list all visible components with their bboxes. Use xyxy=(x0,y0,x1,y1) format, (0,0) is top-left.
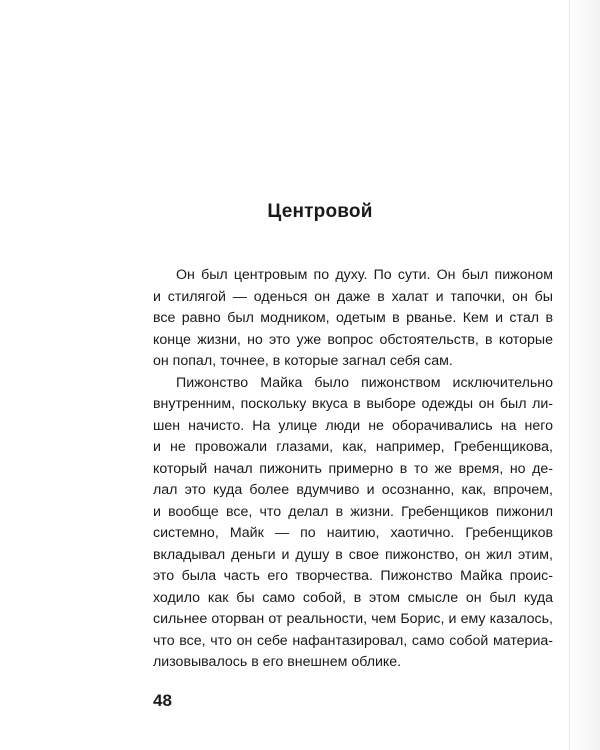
paragraph-2 xyxy=(153,373,553,674)
text-line: который начал пижонить примерно в то же время, но де- xyxy=(153,460,553,477)
text-line: вкладывал деньги и душу в свое пижонство, он жил этим, xyxy=(153,546,553,563)
paragraph-1 xyxy=(153,265,553,373)
text-line: внутренним, поскольку вкуса в выборе одежды он был ли- xyxy=(153,396,553,412)
text-line: что все, что он себе нафантазировал, само собой материа- xyxy=(153,632,553,649)
text-line: это была часть его творчества. Пижонство Майка проис- xyxy=(153,568,553,584)
text-line: Он был центровым по духу. По сути. Он был пижоном xyxy=(176,267,553,283)
text-line: и стилягой — оденься он даже в халат и тапочки, он бы xyxy=(153,288,553,305)
text-line: системно, Майк — по наитию, хаотично. Гребенщиков xyxy=(153,525,553,541)
text-line: все равно был модником, одетым в рванье. Кем и стал в xyxy=(153,310,553,326)
body-text xyxy=(153,265,553,674)
text-line: и не провожали глазами, как, например, Гребенщикова, xyxy=(153,439,553,455)
text-line: шен начисто. На улице люди не оборачивались на него xyxy=(153,417,553,434)
text-line: лал это куда более вдумчиво и осознанно, как, впрочем, xyxy=(153,482,553,498)
chapter-title: Центровой xyxy=(267,201,373,222)
text-line: ходило как бы само собой, в этом смысле он был куда xyxy=(153,589,553,606)
text-line: сильнее оторван от реальности, чем Борис, и ему казалось, xyxy=(153,611,553,627)
text-line: Пижонство Майка было пижонством исключительно xyxy=(176,374,553,391)
text-line: конце жизни, но это уже вопрос обстоятельств, в которые xyxy=(153,331,553,348)
page-edge-line xyxy=(569,0,570,750)
text-line: и вообще все, что делал в жизни. Гребенщиков пижонил xyxy=(153,503,553,520)
text-line: лизовывалось в его внешнем облике. xyxy=(153,654,402,670)
page-number: 48 xyxy=(153,691,172,710)
text-line: он попал, точнее, в которые загнал себя сам. xyxy=(153,353,453,369)
